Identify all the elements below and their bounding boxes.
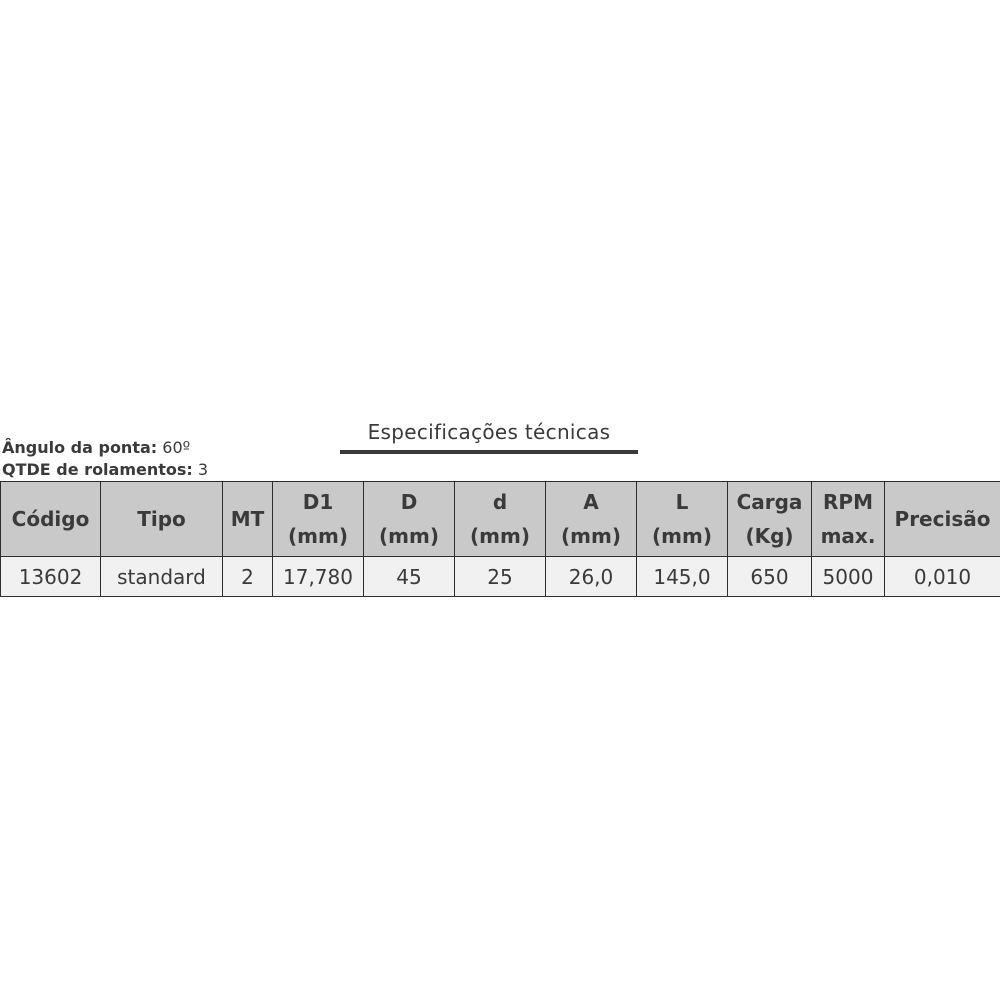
- header-carga: Carga (Kg): [728, 482, 812, 557]
- info-bearing-count: [2, 460, 208, 480]
- cell-tipo: standard: [101, 557, 223, 597]
- header-d1: D1 (mm): [273, 482, 364, 557]
- cell-a: 26,0: [546, 557, 637, 597]
- header-d-outer: D (mm): [364, 482, 455, 557]
- cell-d1: 17,780: [273, 557, 364, 597]
- header-tipo: Tipo: [101, 482, 223, 557]
- cell-l: 145,0: [637, 557, 728, 597]
- cell-d-outer: 45: [364, 557, 455, 597]
- header-l: L (mm): [637, 482, 728, 557]
- header-row: [1, 482, 1000, 557]
- title-underline: [340, 450, 638, 454]
- info-value: 60º: [162, 438, 191, 457]
- cell-codigo: 13602: [1, 557, 101, 597]
- cell-rpm: 5000: [812, 557, 885, 597]
- table-row: [1, 557, 1000, 597]
- header-mt: MT: [223, 482, 273, 557]
- info-value: 3: [197, 460, 209, 479]
- header-a: A (mm): [546, 482, 637, 557]
- info-tip-angle: [2, 438, 190, 458]
- header-precisao: Precisão: [885, 482, 1000, 557]
- header-codigo: Código: [1, 482, 101, 557]
- cell-d-inner: 25: [455, 557, 546, 597]
- header-d-inner: d (mm): [455, 482, 546, 557]
- header-rpm: RPM max.: [812, 482, 885, 557]
- specs-table: [0, 481, 1000, 597]
- cell-carga: 650: [728, 557, 812, 597]
- cell-precisao: 0,010: [885, 557, 1000, 597]
- info-label: QTDE de rolamentos:: [2, 460, 193, 479]
- section-title: Especificações técnicas: [367, 420, 611, 444]
- cell-mt: 2: [223, 557, 273, 597]
- info-label: Ângulo da ponta:: [2, 438, 158, 457]
